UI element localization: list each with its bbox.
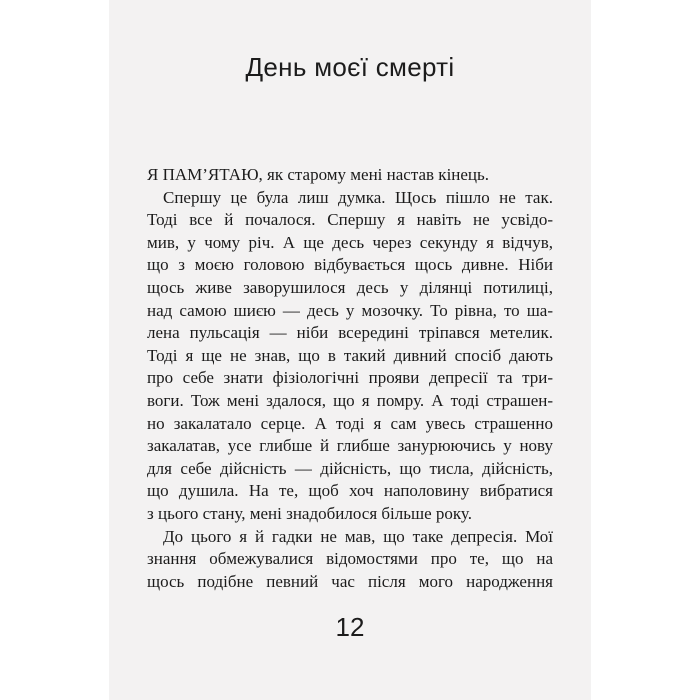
text-line: над самою шиєю — десь у мозочку. То рівна, то ша- [147, 300, 553, 320]
text-line: До цього я й гадки не мав, що таке депресія. Мої [163, 526, 553, 546]
text-line: Тоді все й почалося. Спершу я навіть не усвідо- [147, 210, 553, 230]
book-page [109, 0, 591, 700]
text-line: Тоді я ще не знав, що в такий дивний спосіб дають [147, 345, 553, 365]
body-text [147, 164, 553, 593]
text-line: знання обмежувалися відомостями про те, що на [147, 549, 553, 569]
text-line: для себе дійсність — дійсність, що тисла, дійсність, [147, 458, 553, 478]
text-line: но закалатало серце. А тоді я сам увесь страшенно [147, 413, 553, 433]
page-number: 12 [335, 612, 365, 642]
text-line: мив, у чому річ. А ще десь через секунду я відчув, [147, 232, 553, 252]
text-line: про себе знати фізіологічні прояви депресії та три- [147, 368, 553, 388]
text-line: Спершу це була лиш думка. Щось пішло не так. [163, 187, 553, 207]
text-line: щось живе заворушилося десь у ділянці потилиці, [147, 277, 553, 297]
text-line: що душила. На те, щоб хоч наполовину вибратися [147, 481, 553, 501]
text-line: лена пульсація — ніби всередині тріпався метелик. [147, 323, 553, 343]
text-line: щось подібне певний час після мого народження [147, 571, 553, 591]
chapter-title: День моєї смерті [245, 52, 455, 82]
text-line: з цього стану, мені знадобилося більше року. [147, 503, 472, 523]
text-line: що з моєю головою відбувається щось дивне. Ніби [147, 255, 553, 275]
text-line: Я ПАМ’ЯТАЮ, як старому мені настав кінець. [147, 165, 490, 184]
text-line: закалатав, усе глибше й глибше занурюючись у нову [147, 436, 553, 456]
text-line: воги. Тож мені здалося, що я помру. А тоді страшен- [147, 390, 553, 410]
